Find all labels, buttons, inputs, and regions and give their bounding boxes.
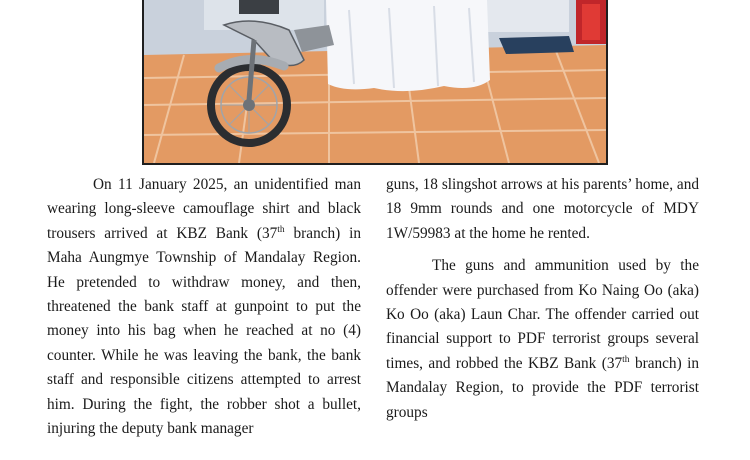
paragraph-text: On 11 January 2025, an unidentified man wearing long-sleeve camouflage shirt and black trousers arrived at KBZ Bank (37 (47, 176, 361, 242)
article-column-left (47, 173, 361, 441)
paragraph-text: branch) in Mandalay Region, to provide the PDF terrorist groups (386, 354, 700, 421)
paragraph-text: The guns and ammunition used by the offender were purchased from Ko Naing Oo (aka) Ko Oo (aka) Laun Char. The offender carried out financial support to PDF terrorist groups several times, and robbed the KBZ Bank (37 (386, 257, 699, 372)
article-photo (142, 0, 608, 165)
paragraph (386, 254, 699, 425)
paragraph (47, 173, 361, 441)
ordinal-suffix: th (277, 224, 285, 235)
paragraph: guns, 18 slingshot arrows at his parents’ home, and 18 9mm rounds and one motorcycle of MDY 1W/59983 at the home he rented. (386, 176, 699, 242)
paragraph-text: branch) in Maha Aungmye Township of Mandalay Region. He pretended to withdraw money, and then, threatened the bank staff at gunpoint to put the money into his bag when he reached at no (4) counter. While he was leaving the bank, the bank staff and responsible citizens attempted to arrest him. During the fight, the robber shot a bullet, injuring the deputy bank manager (47, 224, 361, 438)
article-column-right (386, 173, 699, 425)
ordinal-suffix: th (622, 354, 630, 365)
